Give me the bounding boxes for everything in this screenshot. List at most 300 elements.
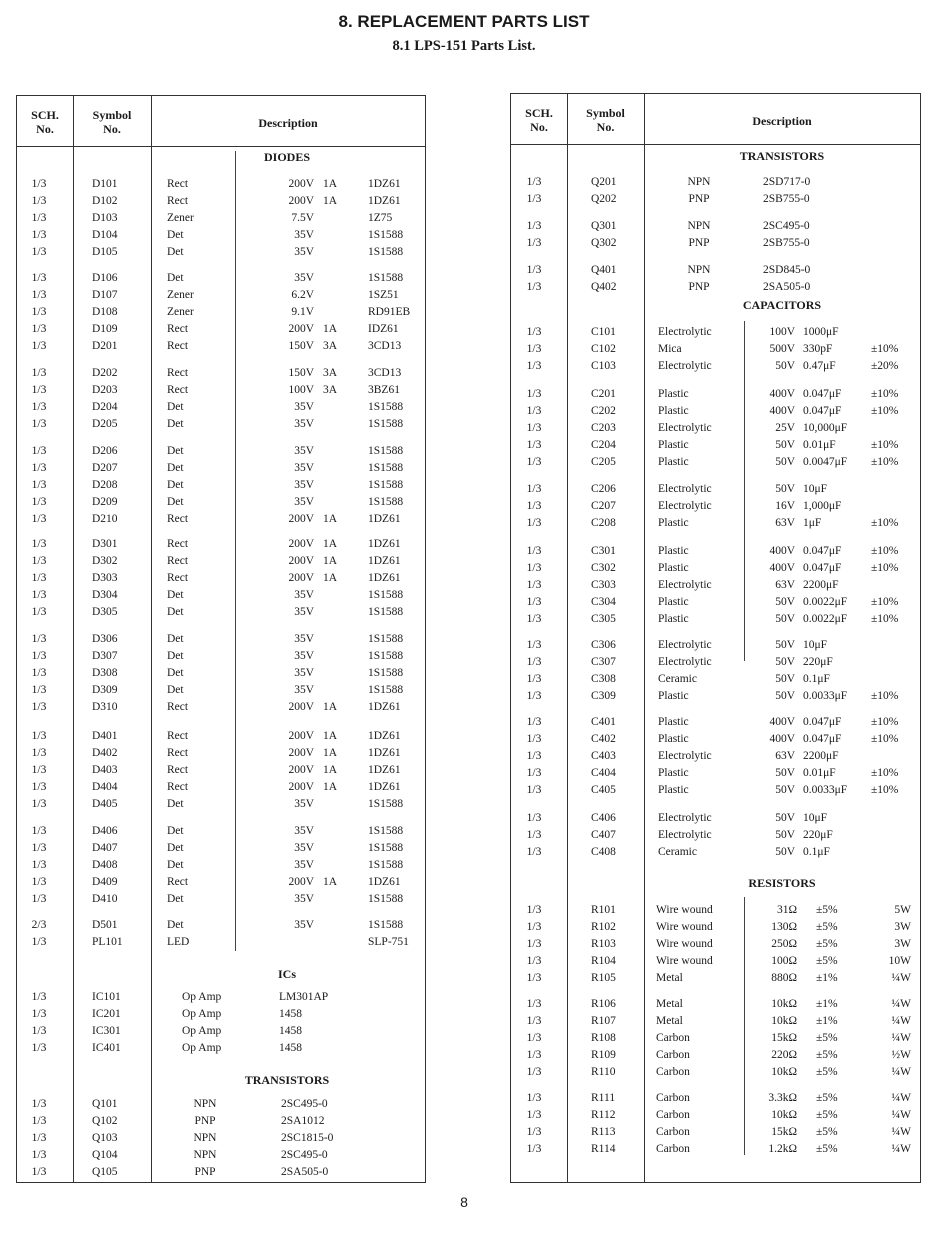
row-tolerance: ±10% xyxy=(871,456,899,468)
row-type: PNP xyxy=(688,193,710,205)
row-part-number: 1S1588 xyxy=(368,633,404,645)
row-symbol-no: C203 xyxy=(591,422,616,434)
row-symbol-no: C305 xyxy=(591,613,616,625)
row-sch-no: 1/3 xyxy=(31,572,47,584)
row-voltage: 35V xyxy=(294,798,314,810)
row-tolerance: ±1% xyxy=(816,972,838,984)
row-type: Metal xyxy=(656,998,683,1010)
row-part-number: 1S1588 xyxy=(368,893,404,905)
row-sch-no: 1/3 xyxy=(31,781,47,793)
row-sch-no: 1/3 xyxy=(31,1042,47,1054)
row-symbol-no: C201 xyxy=(591,388,616,400)
row-symbol-no: Q102 xyxy=(92,1115,118,1127)
row-symbol-no: C404 xyxy=(591,767,616,779)
row-part-number: 1S1588 xyxy=(368,229,404,241)
row-tolerance: ±5% xyxy=(816,955,838,967)
row-sch-no: 1/3 xyxy=(31,229,47,241)
row-sch-no: 1/3 xyxy=(526,784,542,796)
row-symbol-no: D202 xyxy=(92,367,118,379)
row-sch-no: 1/3 xyxy=(31,650,47,662)
row-value: 0.01μF xyxy=(803,767,836,779)
row-symbol-no: D302 xyxy=(92,555,118,567)
page-subtitle: 8.1 LPS-151 Parts List. xyxy=(392,38,536,54)
row-voltage: 35V xyxy=(294,633,314,645)
row-sch-no: 1/3 xyxy=(526,1092,542,1104)
row-type: NPN xyxy=(193,1098,217,1110)
row-symbol-no: R114 xyxy=(591,1143,616,1155)
row-voltage: 200V xyxy=(288,538,314,550)
row-tolerance: ±10% xyxy=(871,562,899,574)
row-resistance: 10kΩ xyxy=(771,1015,797,1027)
row-symbol-no: Q201 xyxy=(591,176,617,188)
row-resistance: 3.3kΩ xyxy=(768,1092,797,1104)
row-value: 2200μF xyxy=(803,579,839,591)
row-type: NPN xyxy=(193,1149,217,1161)
row-sch-no: 1/3 xyxy=(31,589,47,601)
row-sch-no: 1/3 xyxy=(526,193,542,205)
row-voltage: 400V xyxy=(769,405,795,417)
row-type: Rect xyxy=(167,340,189,352)
row-symbol-no: C101 xyxy=(591,326,616,338)
row-type: Electrolytic xyxy=(658,326,712,338)
row-type: Wire wound xyxy=(656,904,713,916)
row-type: Mica xyxy=(658,343,682,355)
row-voltage: 35V xyxy=(294,825,314,837)
row-voltage: 35V xyxy=(294,842,314,854)
row-sch-no: 1/3 xyxy=(526,656,542,668)
row-sch-no: 1/3 xyxy=(31,323,47,335)
row-voltage: 200V xyxy=(288,513,314,525)
row-voltage: 25V xyxy=(775,422,795,434)
row-voltage: 400V xyxy=(769,733,795,745)
row-voltage: 35V xyxy=(294,667,314,679)
row-voltage: 35V xyxy=(294,893,314,905)
row-symbol-no: C303 xyxy=(591,579,616,591)
row-symbol-no: D103 xyxy=(92,212,118,224)
row-sch-no: 1/3 xyxy=(31,1008,47,1020)
row-sch-no: 1/3 xyxy=(31,418,47,430)
row-voltage: 150V xyxy=(288,340,314,352)
row-type: Rect xyxy=(167,764,189,776)
row-tolerance: ±5% xyxy=(816,1126,838,1138)
row-symbol-no: D201 xyxy=(92,340,118,352)
row-sch-no: 1/3 xyxy=(31,633,47,645)
row-voltage: 400V xyxy=(769,562,795,574)
row-tolerance: ±10% xyxy=(871,596,899,608)
row-symbol-no: D205 xyxy=(92,418,118,430)
row-part-number: 3CD13 xyxy=(368,340,402,352)
row-sch-no: 1/3 xyxy=(31,991,47,1003)
row-value: 10μF xyxy=(803,812,828,824)
row-symbol-no: C204 xyxy=(591,439,616,451)
row-current: 1A xyxy=(323,701,338,713)
row-sch-no: 1/3 xyxy=(526,405,542,417)
row-type: Plastic xyxy=(658,439,689,451)
row-part-number: 2SC1815-0 xyxy=(281,1132,334,1144)
row-voltage: 200V xyxy=(288,178,314,190)
row-tolerance: ±10% xyxy=(871,405,899,417)
row-symbol-no: C308 xyxy=(591,673,616,685)
row-symbol-no: C306 xyxy=(591,639,616,651)
row-sch-no: 1/3 xyxy=(526,483,542,495)
row-sch-no: 1/3 xyxy=(31,555,47,567)
row-part-number: 1S1588 xyxy=(368,825,404,837)
row-sch-no: 1/3 xyxy=(31,730,47,742)
row-resistance: 10kΩ xyxy=(771,998,797,1010)
row-wattage: ¼W xyxy=(891,1126,911,1138)
row-type: Det xyxy=(167,667,184,679)
row-type: Det xyxy=(167,825,184,837)
row-part-number: 2SC495-0 xyxy=(763,220,810,232)
row-symbol-no: R108 xyxy=(591,1032,616,1044)
row-symbol-no: R105 xyxy=(591,972,616,984)
row-voltage: 35V xyxy=(294,246,314,258)
row-tolerance: ±10% xyxy=(871,545,899,557)
row-symbol-no: Q103 xyxy=(92,1132,118,1144)
row-voltage: 200V xyxy=(288,323,314,335)
row-part-number: RD91EB xyxy=(368,306,411,318)
row-sch-no: 1/3 xyxy=(31,445,47,457)
row-symbol-no: D310 xyxy=(92,701,118,713)
row-symbol-no: C307 xyxy=(591,656,616,668)
row-tolerance: ±1% xyxy=(816,1015,838,1027)
row-part-number: 1Z75 xyxy=(368,212,393,224)
row-type: Rect xyxy=(167,178,189,190)
row-part-number: 1458 xyxy=(279,1042,302,1054)
section-diodes: DIODES xyxy=(263,150,310,164)
row-symbol-no: D109 xyxy=(92,323,118,335)
row-type: Det xyxy=(167,272,184,284)
row-current: 3A xyxy=(323,340,338,352)
row-symbol-no: D104 xyxy=(92,229,118,241)
row-value: 0.0022μF xyxy=(803,613,848,625)
row-part-number: 1458 xyxy=(279,1008,302,1020)
row-sch-no: 1/3 xyxy=(31,1025,47,1037)
row-current: 1A xyxy=(323,764,338,776)
row-symbol-no: D408 xyxy=(92,859,118,871)
row-symbol-no: R113 xyxy=(591,1126,616,1138)
row-sch-no: 1/3 xyxy=(31,684,47,696)
row-voltage: 50V xyxy=(775,812,795,824)
page-number: 8 xyxy=(460,1194,468,1210)
row-voltage: 200V xyxy=(288,701,314,713)
row-voltage: 50V xyxy=(775,846,795,858)
row-sch-no: 1/3 xyxy=(31,747,47,759)
header-description: Description xyxy=(752,114,812,128)
row-voltage: 400V xyxy=(769,545,795,557)
row-voltage: 50V xyxy=(775,483,795,495)
row-sch-no: 1/3 xyxy=(31,798,47,810)
row-type: Det xyxy=(167,229,184,241)
row-symbol-no: R109 xyxy=(591,1049,616,1061)
row-type: Det xyxy=(167,246,184,258)
row-wattage: ¼W xyxy=(891,1032,911,1044)
row-symbol-no: D406 xyxy=(92,825,118,837)
row-part-number: 1S1588 xyxy=(368,418,404,430)
row-part-number: 1DZ61 xyxy=(368,538,401,550)
row-part-number: 1S1588 xyxy=(368,462,404,474)
row-voltage: 50V xyxy=(775,767,795,779)
row-resistance: 15kΩ xyxy=(771,1032,797,1044)
row-sch-no: 1/3 xyxy=(526,422,542,434)
row-type: Electrolytic xyxy=(658,360,712,372)
row-tolerance: ±20% xyxy=(871,360,899,372)
row-type: NPN xyxy=(687,176,711,188)
row-wattage: ¼W xyxy=(891,1066,911,1078)
row-sch-no: 1/3 xyxy=(526,998,542,1010)
row-symbol-no: Q101 xyxy=(92,1098,118,1110)
row-type: Det xyxy=(167,418,184,430)
section-transistors: TRANSISTORS xyxy=(739,149,825,163)
row-sch-no: 1/3 xyxy=(31,701,47,713)
row-sch-no: 1/3 xyxy=(526,456,542,468)
row-sch-no: 1/3 xyxy=(31,1166,47,1178)
row-part-number: 1DZ61 xyxy=(368,572,401,584)
row-tolerance: ±10% xyxy=(871,343,899,355)
row-symbol-no: C202 xyxy=(591,405,616,417)
header-sch-no: SCH. No. xyxy=(31,108,59,136)
row-symbol-no: IC401 xyxy=(92,1042,121,1054)
row-type: Plastic xyxy=(658,405,689,417)
row-value: 10,000μF xyxy=(803,422,848,434)
row-part-number: 1S1588 xyxy=(368,272,404,284)
row-tolerance: ±5% xyxy=(816,938,838,950)
row-voltage: 35V xyxy=(294,859,314,871)
row-part-number: 2SC495-0 xyxy=(281,1149,328,1161)
row-type: Zener xyxy=(167,212,194,224)
row-part-number: 1DZ61 xyxy=(368,730,401,742)
row-type: Rect xyxy=(167,384,189,396)
row-type: Plastic xyxy=(658,545,689,557)
row-symbol-no: R102 xyxy=(591,921,616,933)
row-type: Plastic xyxy=(658,690,689,702)
row-current: 1A xyxy=(323,513,338,525)
row-sch-no: 1/3 xyxy=(31,212,47,224)
row-type: Det xyxy=(167,650,184,662)
row-part-number: 1S1588 xyxy=(368,606,404,618)
row-symbol-no: R106 xyxy=(591,998,616,1010)
row-wattage: ¼W xyxy=(891,998,911,1010)
row-voltage: 50V xyxy=(775,596,795,608)
row-part-number: 1DZ61 xyxy=(368,781,401,793)
row-symbol-no: C309 xyxy=(591,690,616,702)
row-type: Det xyxy=(167,401,184,413)
row-sch-no: 1/3 xyxy=(526,904,542,916)
row-type: Wire wound xyxy=(656,921,713,933)
row-part-number: IDZ61 xyxy=(368,323,399,335)
row-current: 1A xyxy=(323,555,338,567)
row-value: 0.0033μF xyxy=(803,690,848,702)
row-sch-no: 1/3 xyxy=(526,220,542,232)
row-type: Plastic xyxy=(658,562,689,574)
row-voltage: 63V xyxy=(775,750,795,762)
row-symbol-no: C401 xyxy=(591,716,616,728)
row-type: Ceramic xyxy=(658,846,697,858)
row-resistance: 220Ω xyxy=(771,1049,797,1061)
row-type: Electrolytic xyxy=(658,656,712,668)
section-ics: ICs xyxy=(277,967,296,981)
row-type: Carbon xyxy=(656,1092,690,1104)
row-part-number: 2SC495-0 xyxy=(281,1098,328,1110)
row-symbol-no: D309 xyxy=(92,684,118,696)
row-sch-no: 1/3 xyxy=(31,367,47,379)
row-voltage: 50V xyxy=(775,360,795,372)
row-sch-no: 1/3 xyxy=(31,538,47,550)
row-voltage: 35V xyxy=(294,445,314,457)
row-sch-no: 1/3 xyxy=(526,517,542,529)
row-value: 0.01μF xyxy=(803,439,836,451)
right-parts-table xyxy=(510,93,921,1183)
row-value: 1,000μF xyxy=(803,500,842,512)
row-type: Det xyxy=(167,589,184,601)
row-voltage: 200V xyxy=(288,781,314,793)
row-voltage: 150V xyxy=(288,367,314,379)
row-value: 2200μF xyxy=(803,750,839,762)
row-voltage: 50V xyxy=(775,656,795,668)
row-tolerance: ±5% xyxy=(816,1143,838,1155)
row-type: Op Amp xyxy=(182,1042,222,1054)
row-type: Carbon xyxy=(656,1126,690,1138)
row-type: PNP xyxy=(194,1166,216,1178)
row-value: 10μF xyxy=(803,483,828,495)
row-symbol-no: C403 xyxy=(591,750,616,762)
row-current: 3A xyxy=(323,367,338,379)
row-sch-no: 1/3 xyxy=(526,972,542,984)
row-sch-no: 1/3 xyxy=(526,829,542,841)
row-tolerance: ±10% xyxy=(871,388,899,400)
row-sch-no: 1/3 xyxy=(526,767,542,779)
row-type: Rect xyxy=(167,367,189,379)
row-part-number: 1DZ61 xyxy=(368,513,401,525)
row-symbol-no: D210 xyxy=(92,513,118,525)
row-type: Det xyxy=(167,893,184,905)
row-wattage: ¼W xyxy=(891,1109,911,1121)
row-symbol-no: C405 xyxy=(591,784,616,796)
row-symbol-no: C301 xyxy=(591,545,616,557)
row-type: Rect xyxy=(167,572,189,584)
row-voltage: 200V xyxy=(288,195,314,207)
row-part-number: 2SB755-0 xyxy=(763,193,810,205)
row-resistance: 10kΩ xyxy=(771,1109,797,1121)
row-type: Rect xyxy=(167,195,189,207)
row-voltage: 50V xyxy=(775,673,795,685)
row-part-number: 1S1588 xyxy=(368,479,404,491)
row-type: Det xyxy=(167,445,184,457)
row-type: Rect xyxy=(167,555,189,567)
row-symbol-no: IC101 xyxy=(92,991,121,1003)
row-type: Rect xyxy=(167,323,189,335)
row-sch-no: 1/3 xyxy=(526,733,542,745)
row-value: 1μF xyxy=(803,517,822,529)
row-sch-no: 1/3 xyxy=(31,667,47,679)
row-symbol-no: D207 xyxy=(92,462,118,474)
row-voltage: 35V xyxy=(294,479,314,491)
row-symbol-no: D402 xyxy=(92,747,118,759)
row-sch-no: 1/3 xyxy=(31,195,47,207)
row-type: Rect xyxy=(167,876,189,888)
row-part-number: 1S1588 xyxy=(368,684,404,696)
row-symbol-no: IC201 xyxy=(92,1008,121,1020)
row-voltage: 35V xyxy=(294,919,314,931)
row-current: 1A xyxy=(323,195,338,207)
row-type: NPN xyxy=(687,220,711,232)
row-voltage: 6.2V xyxy=(291,289,314,301)
row-sch-no: 1/3 xyxy=(31,178,47,190)
row-symbol-no: R111 xyxy=(591,1092,616,1104)
row-part-number: 2SD717-0 xyxy=(763,176,811,188)
row-symbol-no: D203 xyxy=(92,384,118,396)
header-symbol-no: Symbol No. xyxy=(92,108,132,136)
row-tolerance: ±5% xyxy=(816,921,838,933)
row-type: Carbon xyxy=(656,1032,690,1044)
row-symbol-no: C103 xyxy=(591,360,616,372)
row-type: Metal xyxy=(656,1015,683,1027)
row-type: Plastic xyxy=(658,767,689,779)
header-symbol-no: Symbol No. xyxy=(586,106,625,134)
row-symbol-no: D307 xyxy=(92,650,118,662)
page-title: 8. REPLACEMENT PARTS LIST xyxy=(338,12,590,31)
row-symbol-no: Q401 xyxy=(591,264,617,276)
row-voltage: 35V xyxy=(294,229,314,241)
row-sch-no: 2/3 xyxy=(31,919,47,931)
row-symbol-no: R112 xyxy=(591,1109,616,1121)
row-sch-no: 1/3 xyxy=(526,281,542,293)
row-value: 0.0022μF xyxy=(803,596,848,608)
row-sch-no: 1/3 xyxy=(526,716,542,728)
row-symbol-no: D209 xyxy=(92,496,118,508)
row-sch-no: 1/3 xyxy=(526,579,542,591)
section-capacitors: CAPACITORS xyxy=(742,298,822,312)
row-tolerance: ±10% xyxy=(871,613,899,625)
row-type: Wire wound xyxy=(656,955,713,967)
row-symbol-no: Q202 xyxy=(591,193,617,205)
row-sch-no: 1/3 xyxy=(526,639,542,651)
row-voltage: 200V xyxy=(288,730,314,742)
row-tolerance: ±5% xyxy=(816,1049,838,1061)
row-part-number: 2SD845-0 xyxy=(763,264,811,276)
row-sch-no: 1/3 xyxy=(526,388,542,400)
row-current: 1A xyxy=(323,747,338,759)
row-part-number: 1DZ61 xyxy=(368,555,401,567)
row-current: 1A xyxy=(323,876,338,888)
row-tolerance: ±10% xyxy=(871,716,899,728)
row-type: Carbon xyxy=(656,1143,690,1155)
row-sch-no: 1/3 xyxy=(526,176,542,188)
row-sch-no: 1/3 xyxy=(31,340,47,352)
row-resistance: 15kΩ xyxy=(771,1126,797,1138)
row-symbol-no: D501 xyxy=(92,919,118,931)
header-description: Description xyxy=(258,116,318,130)
row-tolerance: ±5% xyxy=(816,1092,838,1104)
row-part-number: 1S1588 xyxy=(368,859,404,871)
row-voltage: 35V xyxy=(294,462,314,474)
row-type: Ceramic xyxy=(658,673,697,685)
row-part-number: 1S1588 xyxy=(368,650,404,662)
row-voltage: 35V xyxy=(294,650,314,662)
row-part-number: 2SA505-0 xyxy=(281,1166,329,1178)
row-symbol-no: D301 xyxy=(92,538,118,550)
row-sch-no: 1/3 xyxy=(526,846,542,858)
row-sch-no: 1/3 xyxy=(526,1143,542,1155)
row-type: PNP xyxy=(688,237,710,249)
row-type: Carbon xyxy=(656,1109,690,1121)
row-voltage: 35V xyxy=(294,272,314,284)
row-part-number: 1S1588 xyxy=(368,246,404,258)
row-tolerance: ±10% xyxy=(871,784,899,796)
row-sch-no: 1/3 xyxy=(526,921,542,933)
row-symbol-no: R110 xyxy=(591,1066,616,1078)
row-type: Plastic xyxy=(658,733,689,745)
